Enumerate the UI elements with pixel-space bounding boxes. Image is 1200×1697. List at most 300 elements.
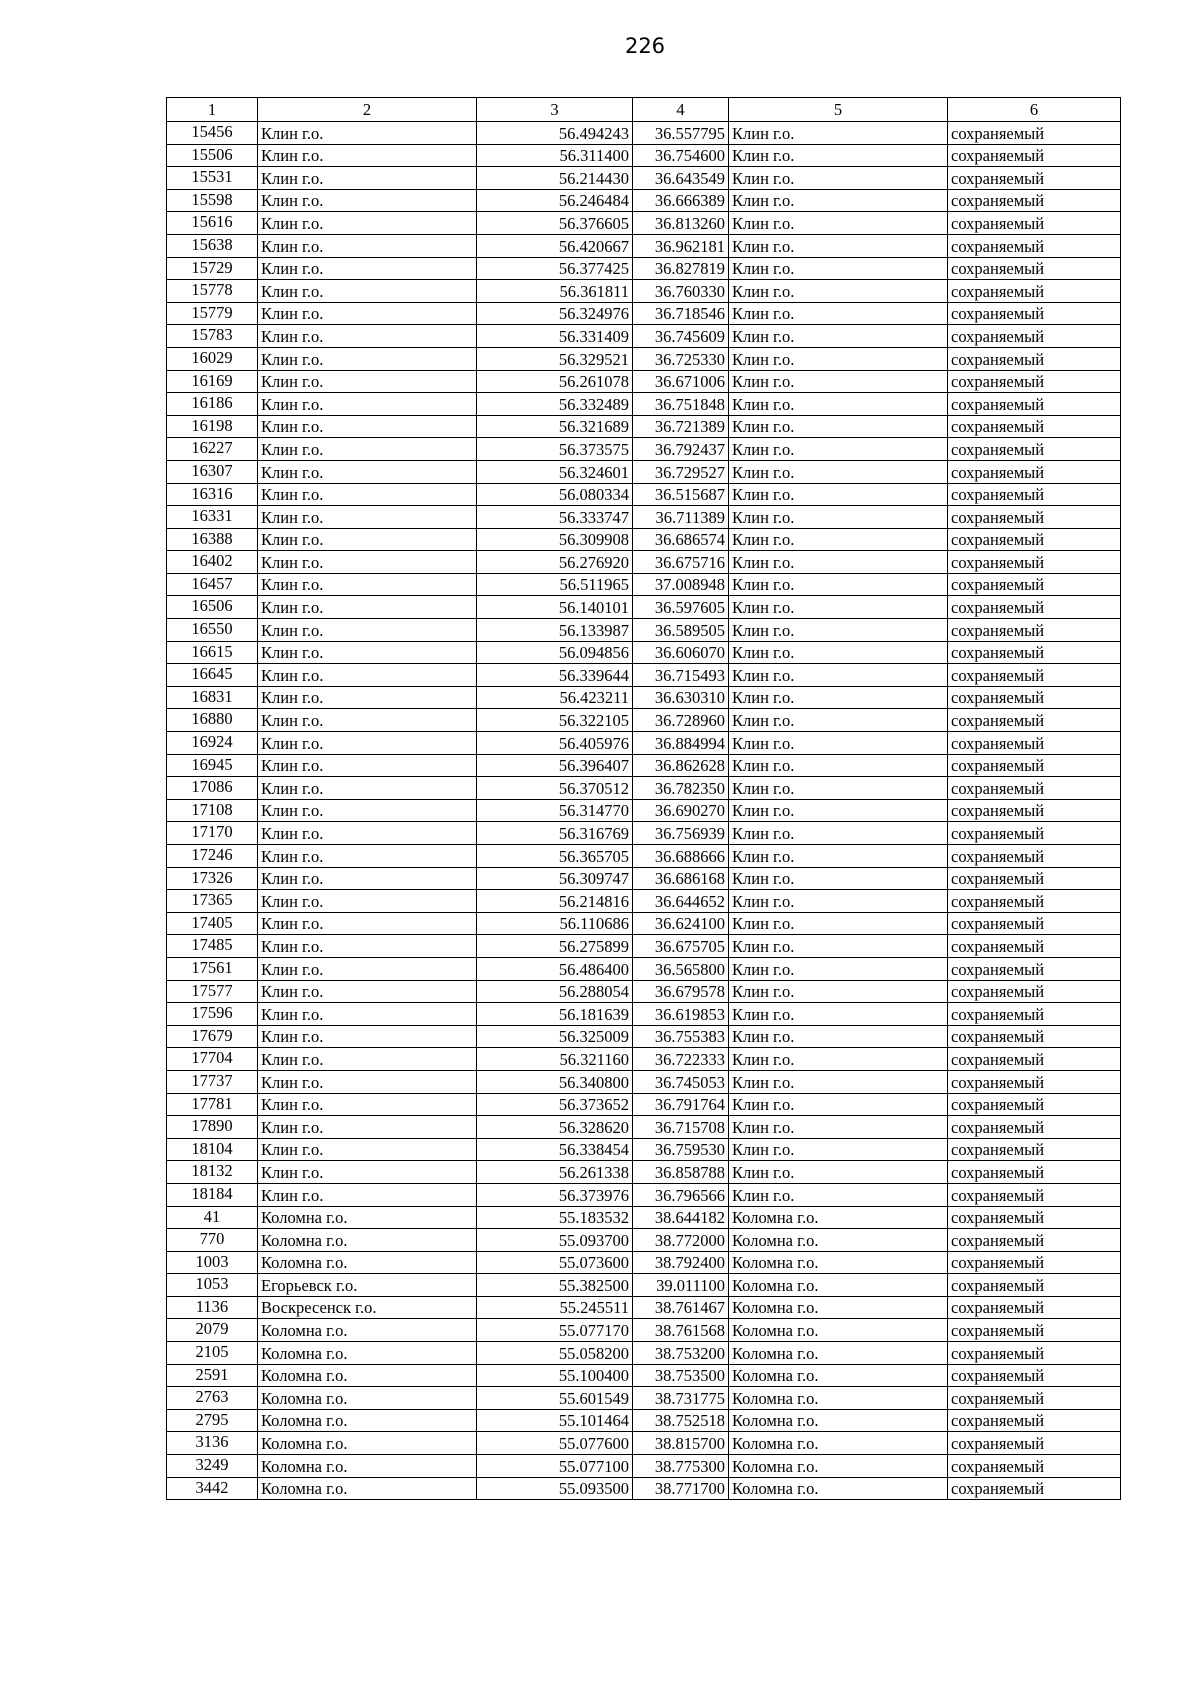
municipality-cell: Клин г.о. [729, 234, 948, 257]
row-number-cell: 16880 [167, 709, 258, 732]
latitude-cell: 56.324976 [477, 302, 633, 325]
table-row [167, 890, 1121, 913]
district-cell: Клин г.о. [258, 460, 477, 483]
municipality-cell: Клин г.о. [729, 845, 948, 868]
latitude-cell: 56.261338 [477, 1161, 633, 1184]
latitude-cell: 56.325009 [477, 1025, 633, 1048]
status-cell: сохраняемый [948, 822, 1121, 845]
district-cell: Клин г.о. [258, 732, 477, 755]
latitude-cell: 56.110686 [477, 912, 633, 935]
status-cell: сохраняемый [948, 573, 1121, 596]
table-row [167, 1387, 1121, 1410]
district-cell: Клин г.о. [258, 483, 477, 506]
status-cell: сохраняемый [948, 325, 1121, 348]
row-number-cell: 15506 [167, 144, 258, 167]
status-cell: сохраняемый [948, 1116, 1121, 1139]
latitude-cell: 56.324601 [477, 460, 633, 483]
municipality-cell: Клин г.о. [729, 415, 948, 438]
municipality-cell: Клин г.о. [729, 596, 948, 619]
municipality-cell: Клин г.о. [729, 1116, 948, 1139]
longitude-cell: 36.862628 [633, 754, 729, 777]
longitude-cell: 36.565800 [633, 957, 729, 980]
latitude-cell: 56.261078 [477, 370, 633, 393]
district-cell: Коломна г.о. [258, 1387, 477, 1410]
status-cell: сохраняемый [948, 754, 1121, 777]
district-cell: Клин г.о. [258, 799, 477, 822]
row-number-cell: 16388 [167, 528, 258, 551]
district-cell: Клин г.о. [258, 573, 477, 596]
longitude-cell: 38.761568 [633, 1319, 729, 1342]
district-cell: Клин г.о. [258, 641, 477, 664]
status-cell: сохраняемый [948, 212, 1121, 235]
district-cell: Клин г.о. [258, 777, 477, 800]
municipality-cell: Клин г.о. [729, 957, 948, 980]
row-number-cell: 15616 [167, 212, 258, 235]
municipality-cell: Клин г.о. [729, 1093, 948, 1116]
table-row [167, 1409, 1121, 1432]
longitude-cell: 38.761467 [633, 1296, 729, 1319]
status-cell: сохраняемый [948, 641, 1121, 664]
latitude-cell: 56.373575 [477, 438, 633, 461]
status-cell: сохраняемый [948, 506, 1121, 529]
latitude-cell: 56.365705 [477, 845, 633, 868]
status-cell: сохраняемый [948, 1138, 1121, 1161]
table-row [167, 619, 1121, 642]
municipality-cell: Клин г.о. [729, 302, 948, 325]
table-row [167, 1116, 1121, 1139]
table-row [167, 1161, 1121, 1184]
municipality-cell: Клин г.о. [729, 551, 948, 574]
status-cell: сохраняемый [948, 935, 1121, 958]
district-cell: Клин г.о. [258, 754, 477, 777]
row-number-cell: 17781 [167, 1093, 258, 1116]
table-row [167, 1138, 1121, 1161]
table-row [167, 1183, 1121, 1206]
table-row [167, 325, 1121, 348]
latitude-cell: 56.311400 [477, 144, 633, 167]
status-cell: сохраняемый [948, 890, 1121, 913]
table-row [167, 845, 1121, 868]
district-cell: Клин г.о. [258, 845, 477, 868]
column-header: 1 [167, 98, 258, 122]
table-row [167, 732, 1121, 755]
district-cell: Коломна г.о. [258, 1477, 477, 1500]
row-number-cell: 18184 [167, 1183, 258, 1206]
district-cell: Клин г.о. [258, 122, 477, 145]
row-number-cell: 17577 [167, 980, 258, 1003]
municipality-cell: Клин г.о. [729, 1183, 948, 1206]
municipality-cell: Клин г.о. [729, 438, 948, 461]
row-number-cell: 2795 [167, 1409, 258, 1432]
row-number-cell: 3442 [167, 1477, 258, 1500]
table-row [167, 754, 1121, 777]
district-cell: Коломна г.о. [258, 1364, 477, 1387]
longitude-cell: 36.675705 [633, 935, 729, 958]
longitude-cell: 38.775300 [633, 1455, 729, 1478]
row-number-cell: 16457 [167, 573, 258, 596]
table-row [167, 1070, 1121, 1093]
row-number-cell: 17737 [167, 1070, 258, 1093]
header-row [167, 98, 1121, 122]
table-header [167, 98, 1121, 122]
row-number-cell: 2105 [167, 1342, 258, 1365]
latitude-cell: 55.073600 [477, 1251, 633, 1274]
municipality-cell: Клин г.о. [729, 980, 948, 1003]
status-cell: сохраняемый [948, 1477, 1121, 1500]
latitude-cell: 56.377425 [477, 257, 633, 280]
district-cell: Клин г.о. [258, 551, 477, 574]
status-cell: сохраняемый [948, 189, 1121, 212]
municipality-cell: Клин г.о. [729, 912, 948, 935]
latitude-cell: 56.140101 [477, 596, 633, 619]
latitude-cell: 56.288054 [477, 980, 633, 1003]
district-cell: Клин г.о. [258, 1138, 477, 1161]
status-cell: сохраняемый [948, 1251, 1121, 1274]
row-number-cell: 2591 [167, 1364, 258, 1387]
row-number-cell: 15779 [167, 302, 258, 325]
longitude-cell: 36.624100 [633, 912, 729, 935]
row-number-cell: 17170 [167, 822, 258, 845]
status-cell: сохраняемый [948, 551, 1121, 574]
status-cell: сохраняемый [948, 347, 1121, 370]
page-number: 226 [624, 34, 666, 58]
status-cell: сохраняемый [948, 167, 1121, 190]
longitude-cell: 36.515687 [633, 483, 729, 506]
district-cell: Воскресенск г.о. [258, 1296, 477, 1319]
row-number-cell: 17108 [167, 799, 258, 822]
municipality-cell: Коломна г.о. [729, 1251, 948, 1274]
row-number-cell: 17485 [167, 935, 258, 958]
status-cell: сохраняемый [948, 867, 1121, 890]
longitude-cell: 36.755383 [633, 1025, 729, 1048]
table-row [167, 1025, 1121, 1048]
longitude-cell: 36.630310 [633, 686, 729, 709]
latitude-cell: 56.321160 [477, 1048, 633, 1071]
municipality-cell: Клин г.о. [729, 460, 948, 483]
status-cell: сохраняемый [948, 1070, 1121, 1093]
table-row [167, 1342, 1121, 1365]
latitude-cell: 55.245511 [477, 1296, 633, 1319]
latitude-cell: 55.101464 [477, 1409, 633, 1432]
table-row [167, 1455, 1121, 1478]
latitude-cell: 56.340800 [477, 1070, 633, 1093]
longitude-cell: 38.644182 [633, 1206, 729, 1229]
latitude-cell: 56.339644 [477, 664, 633, 687]
status-cell: сохраняемый [948, 845, 1121, 868]
table-row [167, 1229, 1121, 1252]
district-cell: Клин г.о. [258, 302, 477, 325]
table-row [167, 302, 1121, 325]
status-cell: сохраняемый [948, 1183, 1121, 1206]
longitude-cell: 38.731775 [633, 1387, 729, 1410]
status-cell: сохраняемый [948, 1387, 1121, 1410]
table-row [167, 573, 1121, 596]
longitude-cell: 36.745609 [633, 325, 729, 348]
row-number-cell: 41 [167, 1206, 258, 1229]
longitude-cell: 36.671006 [633, 370, 729, 393]
row-number-cell: 17326 [167, 867, 258, 890]
table-row [167, 551, 1121, 574]
status-cell: сохраняемый [948, 438, 1121, 461]
district-cell: Клин г.о. [258, 1093, 477, 1116]
longitude-cell: 36.745053 [633, 1070, 729, 1093]
row-number-cell: 15783 [167, 325, 258, 348]
longitude-cell: 36.756939 [633, 822, 729, 845]
district-cell: Клин г.о. [258, 1183, 477, 1206]
table-row [167, 980, 1121, 1003]
longitude-cell: 38.815700 [633, 1432, 729, 1455]
municipality-cell: Клин г.о. [729, 483, 948, 506]
longitude-cell: 38.752518 [633, 1409, 729, 1432]
latitude-cell: 55.183532 [477, 1206, 633, 1229]
longitude-cell: 36.796566 [633, 1183, 729, 1206]
status-cell: сохраняемый [948, 1161, 1121, 1184]
column-header: 3 [477, 98, 633, 122]
status-cell: сохраняемый [948, 777, 1121, 800]
district-cell: Клин г.о. [258, 1025, 477, 1048]
column-header: 4 [633, 98, 729, 122]
district-cell: Коломна г.о. [258, 1455, 477, 1478]
district-cell: Клин г.о. [258, 912, 477, 935]
table-row [167, 1364, 1121, 1387]
table-row [167, 1206, 1121, 1229]
status-cell: сохраняемый [948, 732, 1121, 755]
row-number-cell: 17704 [167, 1048, 258, 1071]
row-number-cell: 16831 [167, 686, 258, 709]
municipality-cell: Клин г.о. [729, 212, 948, 235]
table-row [167, 596, 1121, 619]
district-cell: Клин г.о. [258, 144, 477, 167]
district-cell: Коломна г.о. [258, 1409, 477, 1432]
longitude-cell: 36.729527 [633, 460, 729, 483]
latitude-cell: 55.058200 [477, 1342, 633, 1365]
district-cell: Клин г.о. [258, 596, 477, 619]
longitude-cell: 36.690270 [633, 799, 729, 822]
table-row [167, 822, 1121, 845]
latitude-cell: 56.486400 [477, 957, 633, 980]
row-number-cell: 16945 [167, 754, 258, 777]
longitude-cell: 36.858788 [633, 1161, 729, 1184]
municipality-cell: Клин г.о. [729, 1138, 948, 1161]
longitude-cell: 36.686168 [633, 867, 729, 890]
longitude-cell: 36.728960 [633, 709, 729, 732]
latitude-cell: 56.332489 [477, 393, 633, 416]
longitude-cell: 36.751848 [633, 393, 729, 416]
status-cell: сохраняемый [948, 1455, 1121, 1478]
municipality-cell: Клин г.о. [729, 1025, 948, 1048]
district-cell: Клин г.о. [258, 709, 477, 732]
district-cell: Клин г.о. [258, 1003, 477, 1026]
table-row [167, 189, 1121, 212]
table-body [167, 122, 1121, 1500]
longitude-cell: 36.643549 [633, 167, 729, 190]
row-number-cell: 15456 [167, 122, 258, 145]
row-number-cell: 16198 [167, 415, 258, 438]
latitude-cell: 56.214430 [477, 167, 633, 190]
latitude-cell: 56.275899 [477, 935, 633, 958]
row-number-cell: 16402 [167, 551, 258, 574]
latitude-cell: 55.077100 [477, 1455, 633, 1478]
longitude-cell: 37.008948 [633, 573, 729, 596]
row-number-cell: 1003 [167, 1251, 258, 1274]
column-header: 2 [258, 98, 477, 122]
municipality-cell: Клин г.о. [729, 890, 948, 913]
municipality-cell: Клин г.о. [729, 1070, 948, 1093]
longitude-cell: 36.644652 [633, 890, 729, 913]
row-number-cell: 2763 [167, 1387, 258, 1410]
district-cell: Клин г.о. [258, 935, 477, 958]
table-row [167, 1003, 1121, 1026]
longitude-cell: 36.711389 [633, 506, 729, 529]
municipality-cell: Коломна г.о. [729, 1229, 948, 1252]
row-number-cell: 16307 [167, 460, 258, 483]
table-row [167, 347, 1121, 370]
municipality-cell: Клин г.о. [729, 506, 948, 529]
longitude-cell: 36.666389 [633, 189, 729, 212]
district-cell: Егорьевск г.о. [258, 1274, 477, 1297]
row-number-cell: 16645 [167, 664, 258, 687]
longitude-cell: 36.715708 [633, 1116, 729, 1139]
table-row [167, 438, 1121, 461]
table-row [167, 415, 1121, 438]
municipality-cell: Клин г.о. [729, 347, 948, 370]
latitude-cell: 56.423211 [477, 686, 633, 709]
row-number-cell: 18132 [167, 1161, 258, 1184]
longitude-cell: 36.715493 [633, 664, 729, 687]
latitude-cell: 56.405976 [477, 732, 633, 755]
district-cell: Клин г.о. [258, 1048, 477, 1071]
longitude-cell: 36.686574 [633, 528, 729, 551]
district-cell: Коломна г.о. [258, 1206, 477, 1229]
latitude-cell: 56.373652 [477, 1093, 633, 1116]
municipality-cell: Клин г.о. [729, 754, 948, 777]
latitude-cell: 56.094856 [477, 641, 633, 664]
municipality-cell: Клин г.о. [729, 144, 948, 167]
district-cell: Клин г.о. [258, 325, 477, 348]
table-row [167, 393, 1121, 416]
status-cell: сохраняемый [948, 799, 1121, 822]
district-cell: Клин г.о. [258, 415, 477, 438]
latitude-cell: 56.080334 [477, 483, 633, 506]
row-number-cell: 15729 [167, 257, 258, 280]
latitude-cell: 56.181639 [477, 1003, 633, 1026]
longitude-cell: 36.791764 [633, 1093, 729, 1116]
latitude-cell: 56.370512 [477, 777, 633, 800]
status-cell: сохраняемый [948, 460, 1121, 483]
district-cell: Клин г.о. [258, 393, 477, 416]
municipality-cell: Клин г.о. [729, 619, 948, 642]
latitude-cell: 56.333747 [477, 506, 633, 529]
longitude-cell: 36.782350 [633, 777, 729, 800]
latitude-cell: 56.309908 [477, 528, 633, 551]
municipality-cell: Коломна г.о. [729, 1296, 948, 1319]
table-row [167, 1432, 1121, 1455]
longitude-cell: 38.792400 [633, 1251, 729, 1274]
latitude-cell: 55.601549 [477, 1387, 633, 1410]
longitude-cell: 39.011100 [633, 1274, 729, 1297]
table-row [167, 867, 1121, 890]
latitude-cell: 55.093700 [477, 1229, 633, 1252]
row-number-cell: 16186 [167, 393, 258, 416]
status-cell: сохраняемый [948, 1274, 1121, 1297]
district-cell: Коломна г.о. [258, 1251, 477, 1274]
district-cell: Клин г.о. [258, 980, 477, 1003]
municipality-cell: Клин г.о. [729, 573, 948, 596]
municipality-cell: Клин г.о. [729, 189, 948, 212]
longitude-cell: 36.597605 [633, 596, 729, 619]
status-cell: сохраняемый [948, 664, 1121, 687]
longitude-cell: 38.771700 [633, 1477, 729, 1500]
row-number-cell: 17561 [167, 957, 258, 980]
longitude-cell: 38.753200 [633, 1342, 729, 1365]
table-row [167, 257, 1121, 280]
table-row [167, 912, 1121, 935]
district-cell: Коломна г.о. [258, 1229, 477, 1252]
latitude-cell: 55.077600 [477, 1432, 633, 1455]
district-cell: Клин г.о. [258, 1161, 477, 1184]
table-row [167, 167, 1121, 190]
latitude-cell: 56.276920 [477, 551, 633, 574]
status-cell: сохраняемый [948, 957, 1121, 980]
municipality-cell: Клин г.о. [729, 280, 948, 303]
table-row [167, 641, 1121, 664]
latitude-cell: 55.100400 [477, 1364, 633, 1387]
status-cell: сохраняемый [948, 302, 1121, 325]
row-number-cell: 18104 [167, 1138, 258, 1161]
municipality-cell: Клин г.о. [729, 325, 948, 348]
longitude-cell: 36.688666 [633, 845, 729, 868]
row-number-cell: 15598 [167, 189, 258, 212]
municipality-cell: Клин г.о. [729, 167, 948, 190]
status-cell: сохраняемый [948, 686, 1121, 709]
municipality-cell: Коломна г.о. [729, 1319, 948, 1342]
district-cell: Коломна г.о. [258, 1432, 477, 1455]
municipality-cell: Коломна г.о. [729, 1477, 948, 1500]
municipality-cell: Клин г.о. [729, 257, 948, 280]
table-row [167, 1319, 1121, 1342]
municipality-cell: Клин г.о. [729, 867, 948, 890]
table-row [167, 528, 1121, 551]
row-number-cell: 17365 [167, 890, 258, 913]
municipality-cell: Клин г.о. [729, 393, 948, 416]
municipality-cell: Клин г.о. [729, 1048, 948, 1071]
latitude-cell: 56.376605 [477, 212, 633, 235]
status-cell: сохраняемый [948, 1342, 1121, 1365]
district-cell: Клин г.о. [258, 506, 477, 529]
status-cell: сохраняемый [948, 1364, 1121, 1387]
status-cell: сохраняемый [948, 528, 1121, 551]
row-number-cell: 15531 [167, 167, 258, 190]
table-row [167, 280, 1121, 303]
row-number-cell: 16924 [167, 732, 258, 755]
row-number-cell: 2079 [167, 1319, 258, 1342]
row-number-cell: 17890 [167, 1116, 258, 1139]
table-row [167, 144, 1121, 167]
municipality-cell: Клин г.о. [729, 528, 948, 551]
latitude-cell: 56.396407 [477, 754, 633, 777]
table-row [167, 1093, 1121, 1116]
latitude-cell: 56.246484 [477, 189, 633, 212]
row-number-cell: 15778 [167, 280, 258, 303]
table-row [167, 1296, 1121, 1319]
latitude-cell: 56.361811 [477, 280, 633, 303]
status-cell: сохраняемый [948, 1229, 1121, 1252]
status-cell: сохраняемый [948, 144, 1121, 167]
longitude-cell: 36.813260 [633, 212, 729, 235]
district-cell: Клин г.о. [258, 257, 477, 280]
latitude-cell: 56.316769 [477, 822, 633, 845]
row-number-cell: 17596 [167, 1003, 258, 1026]
